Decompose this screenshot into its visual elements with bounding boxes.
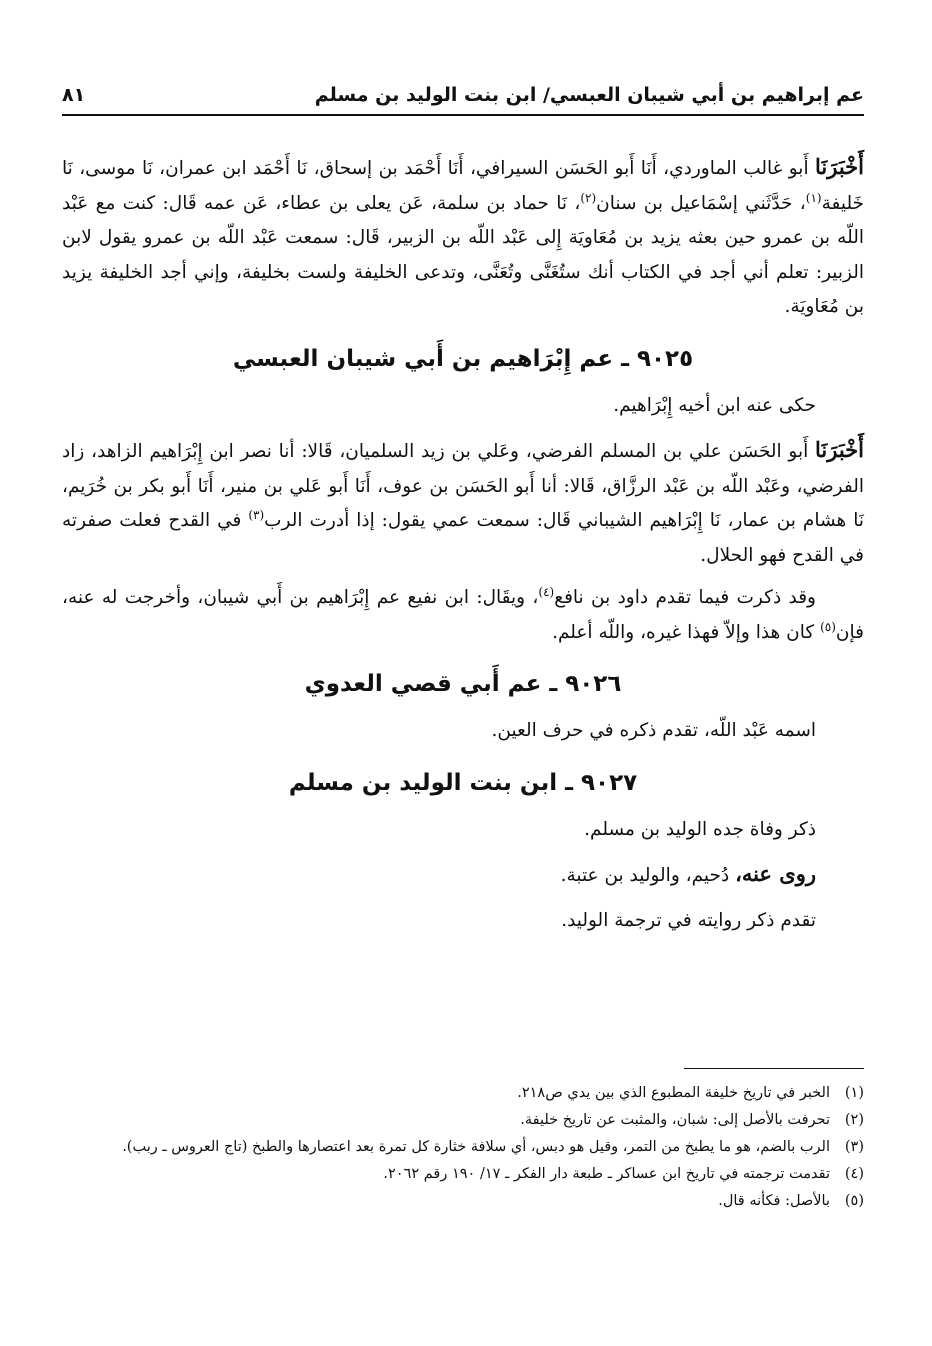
intro-paragraph <box>62 150 864 325</box>
entry-heading-9026 <box>62 664 864 704</box>
rawa-anhu-keyword: روى عنه، <box>735 861 816 886</box>
footnote-text: تحرفت بالأصل إلى: شبان، والمثبت عن تاريخ خليفة. <box>520 1112 830 1128</box>
entry-9027-line-1: ذكر وفاة جده الوليد بن مسلم. <box>584 818 816 840</box>
footnote-ref-5: (٥) <box>820 619 836 634</box>
entry-9025-line: حكى عنه ابن أخيه إِبْرَاهيم. <box>613 394 816 416</box>
footnote-text: الخبر في تاريخ خليفة المطبوع الذي بين يدي ص٢١٨. <box>517 1085 830 1101</box>
entry-9027-line-2 <box>62 857 864 894</box>
intro-text-a: أَبو غالب الماوردي، أَنَا أَبو الحَسَن السيرافي، أَنَا أَحْمَد بن إسحاق، نَا أَحْمَد ابن عمران، نَا موسى، نَا خَليفة <box>62 158 864 214</box>
footnote-ref-4: (٤) <box>538 584 555 599</box>
footnote <box>62 1188 864 1215</box>
entry-heading-9025 <box>62 339 864 379</box>
footnote <box>62 1107 864 1134</box>
footnote-ref-2: (٢) <box>580 190 597 205</box>
footnote-mark: (٣) <box>844 1139 864 1155</box>
footnote-mark: (١) <box>844 1085 864 1101</box>
note-text-a: وقد ذكرت فيما تقدم داود بن نافع <box>554 587 816 608</box>
footnote-divider <box>684 1068 864 1069</box>
intro-text-c: ، نَا حماد بن سلمة، عَن يعلى بن عطاء، عَن عمه قَال: كنت مع عَبْد اللّه بن عمرو حين بعثه يزيد بن مُعَاويَة إِلى عَبْد اللّه بن الزبير، قَال: سمعت عَبْد اللّه بن عمرو يقول لابن الزبير: تعلم أني أجد في الكتاب أنك ستُغَنَّى وتُعَنَّى، وتدعى الخليفة ولست بخليفة، وإني أجد الخليفة يزيد بن مُعَاويَة. <box>62 192 864 317</box>
entry-9026-line: اسمه عَبْد اللّه، تقدم ذكره في حرف العين. <box>491 720 816 741</box>
footnote-ref-3: (٣) <box>248 507 265 522</box>
footnote <box>62 1080 864 1107</box>
footnote <box>62 1161 864 1188</box>
footnote-mark: (٢) <box>844 1112 864 1128</box>
intro-text-b: ، حَدَّثَني إسْمَاعيل بن سنان <box>596 192 806 214</box>
entry-title: ـ عم إِبْرَاهيم بن أَبي شيبان العبسي <box>232 345 629 372</box>
akhbarana-keyword: أَخْبَرَنَا <box>815 154 864 179</box>
footnote-ref-1: (١) <box>805 190 822 205</box>
entry-9025-text-a: أَبو الحَسَن علي بن المسلم الفرضي، وعَلي بن زيد السلميان، قَالا: أنا نصر ابن إِبْرَاهيم الزاهد، زاد الفرضي، وعَبْد اللّه بن عَبْد الرزَّاق، قَالا: أنا أَبو الحَسَن بن عوف، أَنَا أَبو عَلي بن منير، أَنَا أَبو بكر بن خُرَيم، نَا هشام بن عمار، نَا إِبْرَاهيم الشيباني قَال: سمعت عمي يقول: إذا أدرت الرب <box>62 441 864 531</box>
footnote-mark: (٥) <box>844 1193 864 1209</box>
entry-9025-paragraph <box>62 433 864 573</box>
entry-number: ٩٠٢٥ <box>636 345 694 372</box>
footnote-text: تقدمت ترجمته في تاريخ ابن عساكر ـ طبعة دار الفكر ـ ١٧/ ١٩٠ رقم ٢٠٦٢. <box>383 1166 830 1182</box>
entry-number: ٩٠٢٧ <box>581 769 638 796</box>
entry-number: ٩٠٢٦ <box>565 671 622 697</box>
entry-title: ـ ابن بنت الوليد بن مسلم <box>288 769 573 796</box>
note-text-b: ، ويقَال: ابن نفيع عم إِبْرَاهيم بن أَبي شيبان، وأخرجت له عنه، فإن <box>62 587 864 643</box>
entry-9027-line-2-text: دُحيم، والوليد بن عتبة. <box>560 865 736 886</box>
page-number: ٨١ <box>62 84 86 106</box>
entry-heading-9027 <box>62 763 864 803</box>
footnote <box>62 1134 864 1161</box>
footnote-text: الرب بالضم، هو ما يطبخ من التمر، وقيل هو دبس، أي سلافة خثارة كل تمرة بعد اعتصارها والطبخ (تاج العروس ـ ربب). <box>122 1139 830 1155</box>
running-title: عم إبراهيم بن أبي شيبان العبسي/ ابن بنت الوليد بن مسلم <box>314 84 864 106</box>
footnote-text: بالأصل: فكأنه قال. <box>718 1193 830 1209</box>
akhbarana-keyword: أَخْبَرَنَا <box>815 437 864 462</box>
entry-9027-line-3: تقدم ذكر روايته في ترجمة الوليد. <box>561 909 816 931</box>
entry-9025-note <box>62 581 864 650</box>
entry-title: ـ عم أَبي قصي العدوي <box>304 671 558 697</box>
note-text-c: كان هذا وإلاّ فهذا غيره، واللّه أعلم. <box>552 621 821 643</box>
main-text <box>62 150 864 948</box>
running-header <box>62 84 864 116</box>
footnote-mark: (٤) <box>844 1166 864 1182</box>
entry-9025-text-b: في القدح فعلت صفرته في القدح فهو الحلال. <box>62 510 864 566</box>
footnotes <box>62 1080 864 1215</box>
